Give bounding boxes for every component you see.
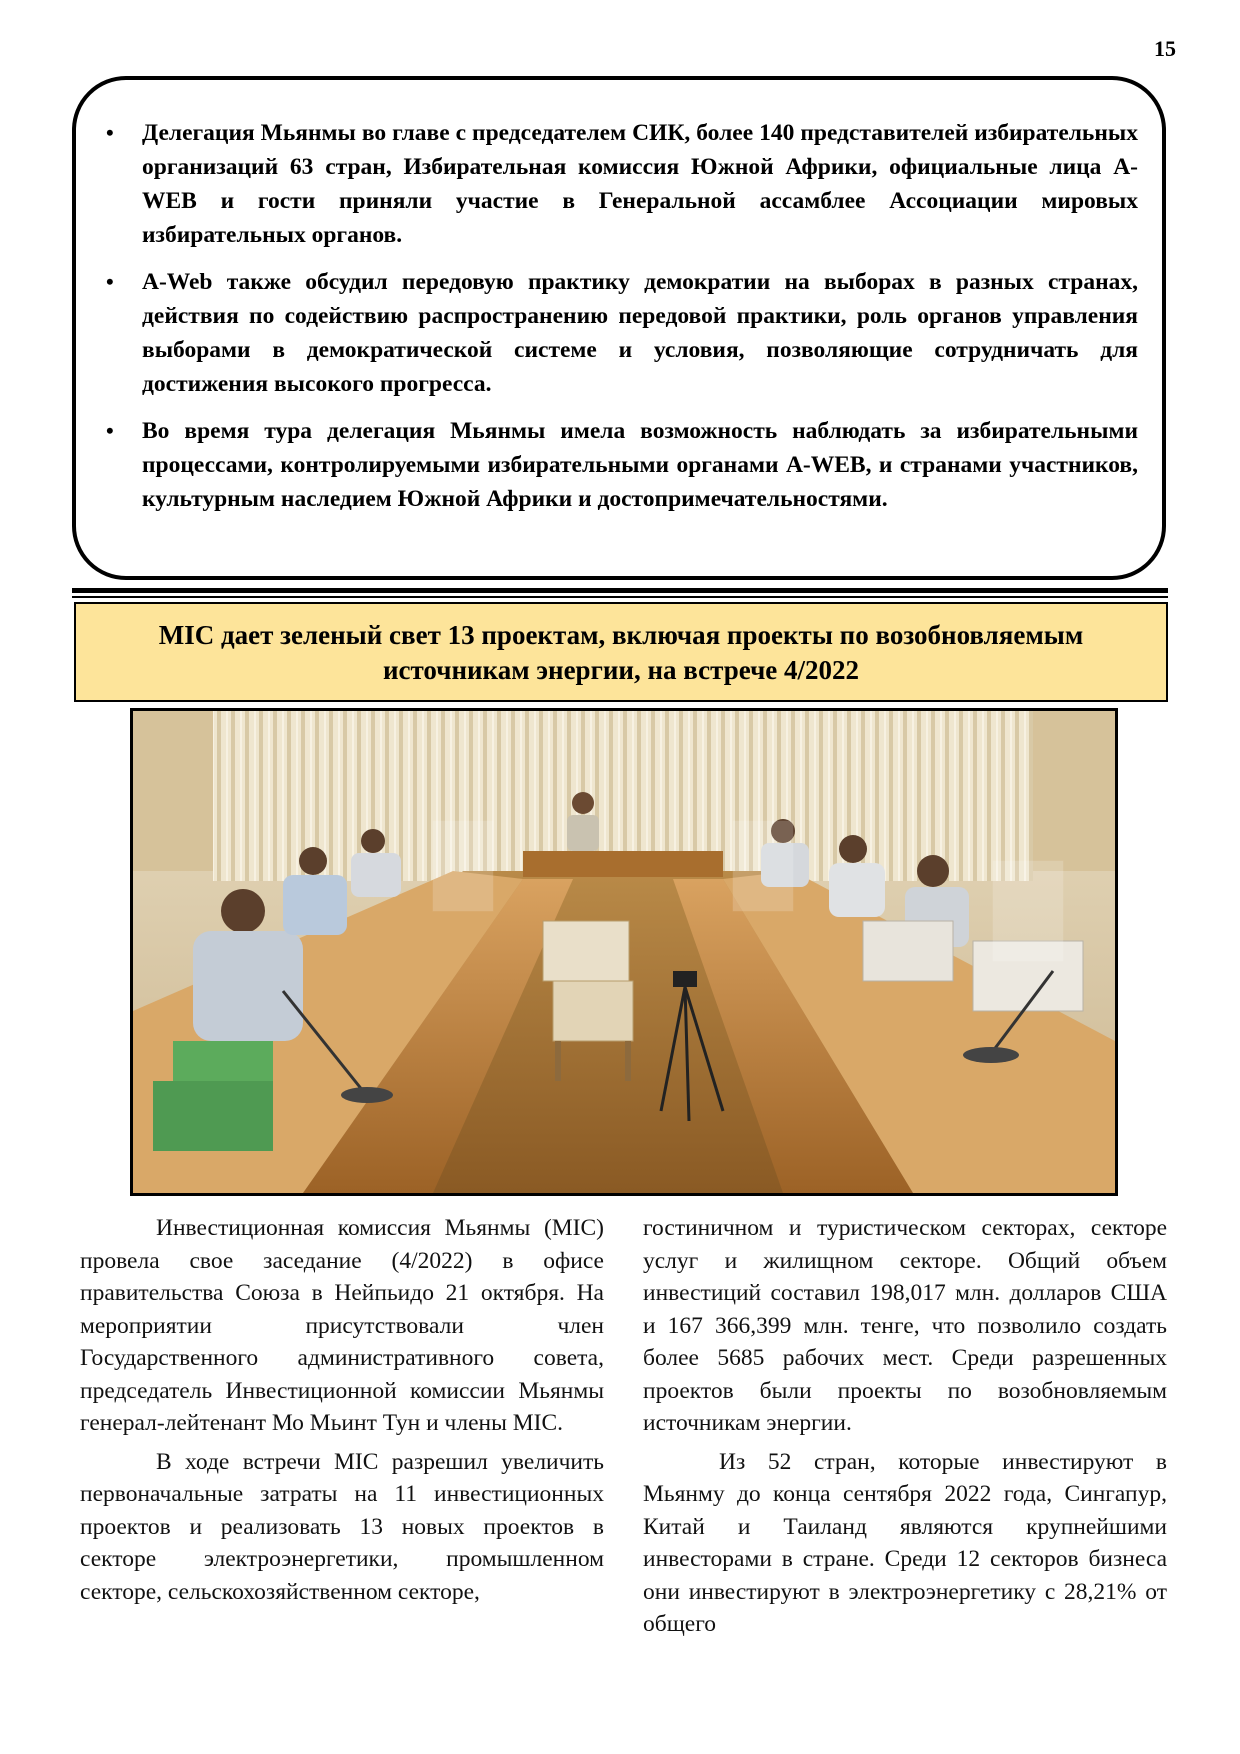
summary-box	[72, 76, 1166, 580]
bullet-icon: •	[106, 418, 114, 443]
summary-bullet-text: Во время тура делегация Мьянмы имела возможность наблюдать за избирательными процессами, контролируемыми избирательными органами A-WEB, и странами участников, культурным наследием Южной Африки и достопримечательностями.	[142, 418, 1138, 512]
article-headline	[74, 602, 1168, 702]
summary-bullet-item	[106, 116, 1138, 252]
section-divider-thin	[72, 596, 1168, 598]
meeting-room-image	[133, 711, 1115, 1193]
summary-list	[106, 116, 1138, 516]
page-number: 15	[1154, 36, 1176, 61]
section-divider	[72, 588, 1168, 593]
article-paragraph: В ходе встречи MIC разрешил увеличить первоначальные затраты на 11 инвестиционных проектов и реализовать 13 новых проектов в секторе электроэнергетики, промышленном секторе, сельскохозяйственном секторе,	[80, 1448, 604, 1605]
bullet-icon: •	[106, 269, 114, 294]
summary-bullet-text: Делегация Мьянмы во главе с председателем СИК, более 140 представителей избирательных организаций 63 стран, Избирательная комиссия Южной Африки, официальные лица A-WEB и гости приняли участие в Генеральной ассамблее Ассоциации мировых избирательных органов.	[142, 120, 1138, 248]
summary-bullet-item	[106, 414, 1138, 516]
article-paragraph: гостиничном и туристическом секторах, секторе услуг и жилищном секторе. Общий объем инвестиций составил 198,017 млн. долларов США и 167 366,399 млн. тенге, что позволило создать более 5685 рабочих мест. Среди разрешенных проектов были проекты по возобновляемым источникам энергии.	[643, 1215, 1167, 1436]
bullet-icon: •	[106, 120, 114, 145]
meeting-photo	[130, 708, 1118, 1196]
summary-bullet-text: A-Web также обсудил передовую практику демократии на выборах в разных странах, действия по содействию распространению передовой практики, роль органов управления выборами в демократической системе и условия, позволяющие сотрудничать для достижения высокого прогресса.	[142, 269, 1138, 397]
headline-line-1: MIC дает зеленый свет 13 проектам, включая проекты по возобновляемым	[158, 620, 1084, 650]
article-column-left	[80, 1212, 604, 1614]
article-paragraph: Инвестиционная комиссия Мьянмы (MIC) провела свое заседание (4/2022) в офисе правительства Союза в Нейпьидо 21 октября. На мероприятии присутствовали член Государственного административного совета, председатель Инвестиционной комиссии Мьянмы генерал-лейтенант Мо Мьинт Тун и члены MIC.	[80, 1215, 604, 1436]
summary-bullet-item	[106, 265, 1138, 401]
article-column-right	[643, 1212, 1167, 1647]
article-paragraph: Из 52 стран, которые инвестируют в Мьянму до конца сентября 2022 года, Сингапур, Китай и Таиланд являются крупнейшими инвесторами в стране. Среди 12 секторов бизнеса они инвестируют в электроэнергетику с 28,21% от общего	[643, 1448, 1167, 1637]
headline-line-2: источникам энергии, на встрече 4/2022	[382, 655, 860, 685]
